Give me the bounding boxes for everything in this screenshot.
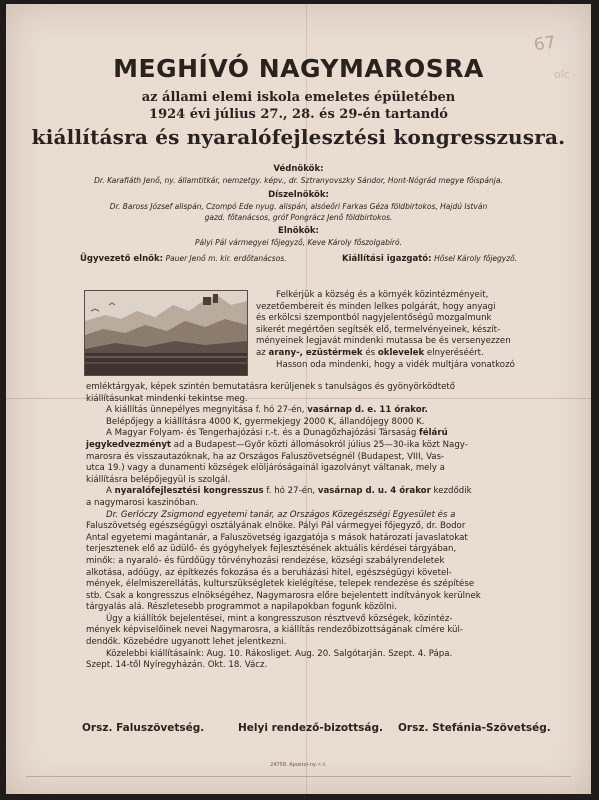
poster-paper bbox=[6, 4, 591, 794]
executive-president: Ügyvezető elnök: Pauer Jenő m. kir. erdőtanácsos. bbox=[80, 254, 287, 264]
poster-title: MEGHÍVÓ NAGYMAROSRA bbox=[113, 54, 484, 83]
subtitle-line-3: kiállításra és nyaralófejlesztési kongresszusra. bbox=[31, 125, 566, 149]
honorary-presidents-names-2: gazd. főtanácsos, gróf Pongrácz Jenő földbirtokos. bbox=[204, 213, 393, 222]
main-text: emléktárgyak, képek szintén bemutatásra kerüljenek s tanulságos és gyönyörködtető kiállításunkat mindenki tekintse meg. A kiállítás ünnepélyes megnyitása f. hó 27-én, vasárnap d. e. 11 órakor. Belépőjegy a kiállításra 4000 K, gyermekjegy 2000 K, állandójegy 8000 K. A Magyar Folyam- és Tengerhajózási r.-t. és a Dunagőzhajózási Társaság félárú jegykedvezményt ad a Budapest—Győr közti állomásokról július 25—30-ika közt Nagy- marosra és visszautazóknak, ha az Országos Faluszövetségnél (Budapest, VIII, Vas- utca 19.) vagy a dunamenti községek elöljáróságainál igazolványt váltanak, mely a kiállításra belépőjegyül is szolgál. A nyaralófejlesztési kongresszus f. hó 27-én, vasárnap d. u. 4 órakor kezdődik a nagymarosi kaszinóban. Dr. Gerlóczy Zsigmond egyetemi tanár, az Országos Közegészségi Egyesület és a Faluszövetség egészségügyi osztályának elnöke. Pályi Pál vármegyei főjegyző, dr. Bodor Antal egyetemi magántanár, a Faluszövetség igazgatója s mások határozati javaslatokat terjesztenek elő az üdülő- és gyógyhelyek fejlesztésének aktuális kérdései tárgyában, minők: a nyaraló- és fürdőügy törvényhozási rendezése, községi szabályrendeletek alkotása, adóügy, az építkezés fokozása és a beruházási hitel, egészségügyi követel- mények, élelmiszerellátás, kulturszükségletek kielégítése, telepek rendezése és szépítése stb. Csak a kongresszus elnökségéhez, Nagymarosra előre bejelentett indítványok kerülnek tárgyalás alá. Részletesebb programmot a napilapokban fogunk közölni. Úgy a kiállítók bejelentései, mint a kongresszuson résztvevő községek, közintéz- mények képviselőinek nevei Nagymarosra, a kiállítás rendezőbizottságának címére kül- dendők. Közebédre ugyanott lehet jelentkezni. Közelebbi kiállításaink: Aug. 10. Rákosliget. Aug. 20. Salgótarján. Szept. 4. Pápa. Szept. 14-től Nyíregyházán. Okt. 18. Vácz. bbox=[86, 382, 481, 671]
exhibition-director: Kiállítási igazgató: Hősel Károly főjegyző. bbox=[342, 254, 518, 264]
patrons-names: Dr. Karafiáth Jenő, ny. államtitkár, nemzetgy. képv., dr. Sztranyovszky Sándor, Hont-Nógrád megye főispánja. bbox=[94, 176, 503, 185]
bottom-rule bbox=[26, 776, 571, 777]
honorary-presidents-label: Díszelnökök: bbox=[268, 190, 329, 200]
footer-faluszovetseg: Orsz. Faluszövetség. bbox=[82, 722, 205, 734]
printer-imprint: 24758. Apostol-ny. r.-t. bbox=[270, 762, 327, 768]
margin-note: 67 bbox=[532, 32, 557, 56]
subtitle-line-2: 1924 évi július 27., 28. és 29-én tartandó bbox=[149, 107, 448, 122]
bleed-through-text: olc bbox=[554, 68, 570, 81]
presidents-names: Pályi Pál vármegyei főjegyző, Keve Károly főszolgabíró. bbox=[195, 238, 402, 247]
presidents-label: Elnökök: bbox=[278, 226, 319, 236]
intro-paragraph-right: Felkérjük a község és a környék közintézményeit, vezetőembereit és minden lelkes polgárát, hogy anyagi és erkölcsi szempontból nagyjelentőségű mozgalmunk sikerét megértően segítsék elő, termelvényeinek, készít- ményeinek legjavát mindenki mutassa be és versenyezzen az arany-, ezüstérmek és oklevelek elnyeréséért. Hasson oda mindenki, hogy a vidék multjára vonatkozó bbox=[256, 290, 515, 370]
patrons-label: Védnökök: bbox=[273, 164, 324, 174]
footer-stefania: Orsz. Stefánia-Szövetség. bbox=[398, 722, 551, 734]
subtitle-line-1: az állami elemi iskola emeletes épületében bbox=[141, 90, 456, 105]
footer-local-committee: Helyi rendező-bizottság. bbox=[238, 722, 384, 734]
honorary-presidents-names-1: Dr. Baross József alispán, Czompó Ede nyug. alispán, alsóeőri Farkas Géza földbirtokos, Hajdú István bbox=[109, 202, 488, 211]
landscape-engraving bbox=[84, 290, 248, 376]
